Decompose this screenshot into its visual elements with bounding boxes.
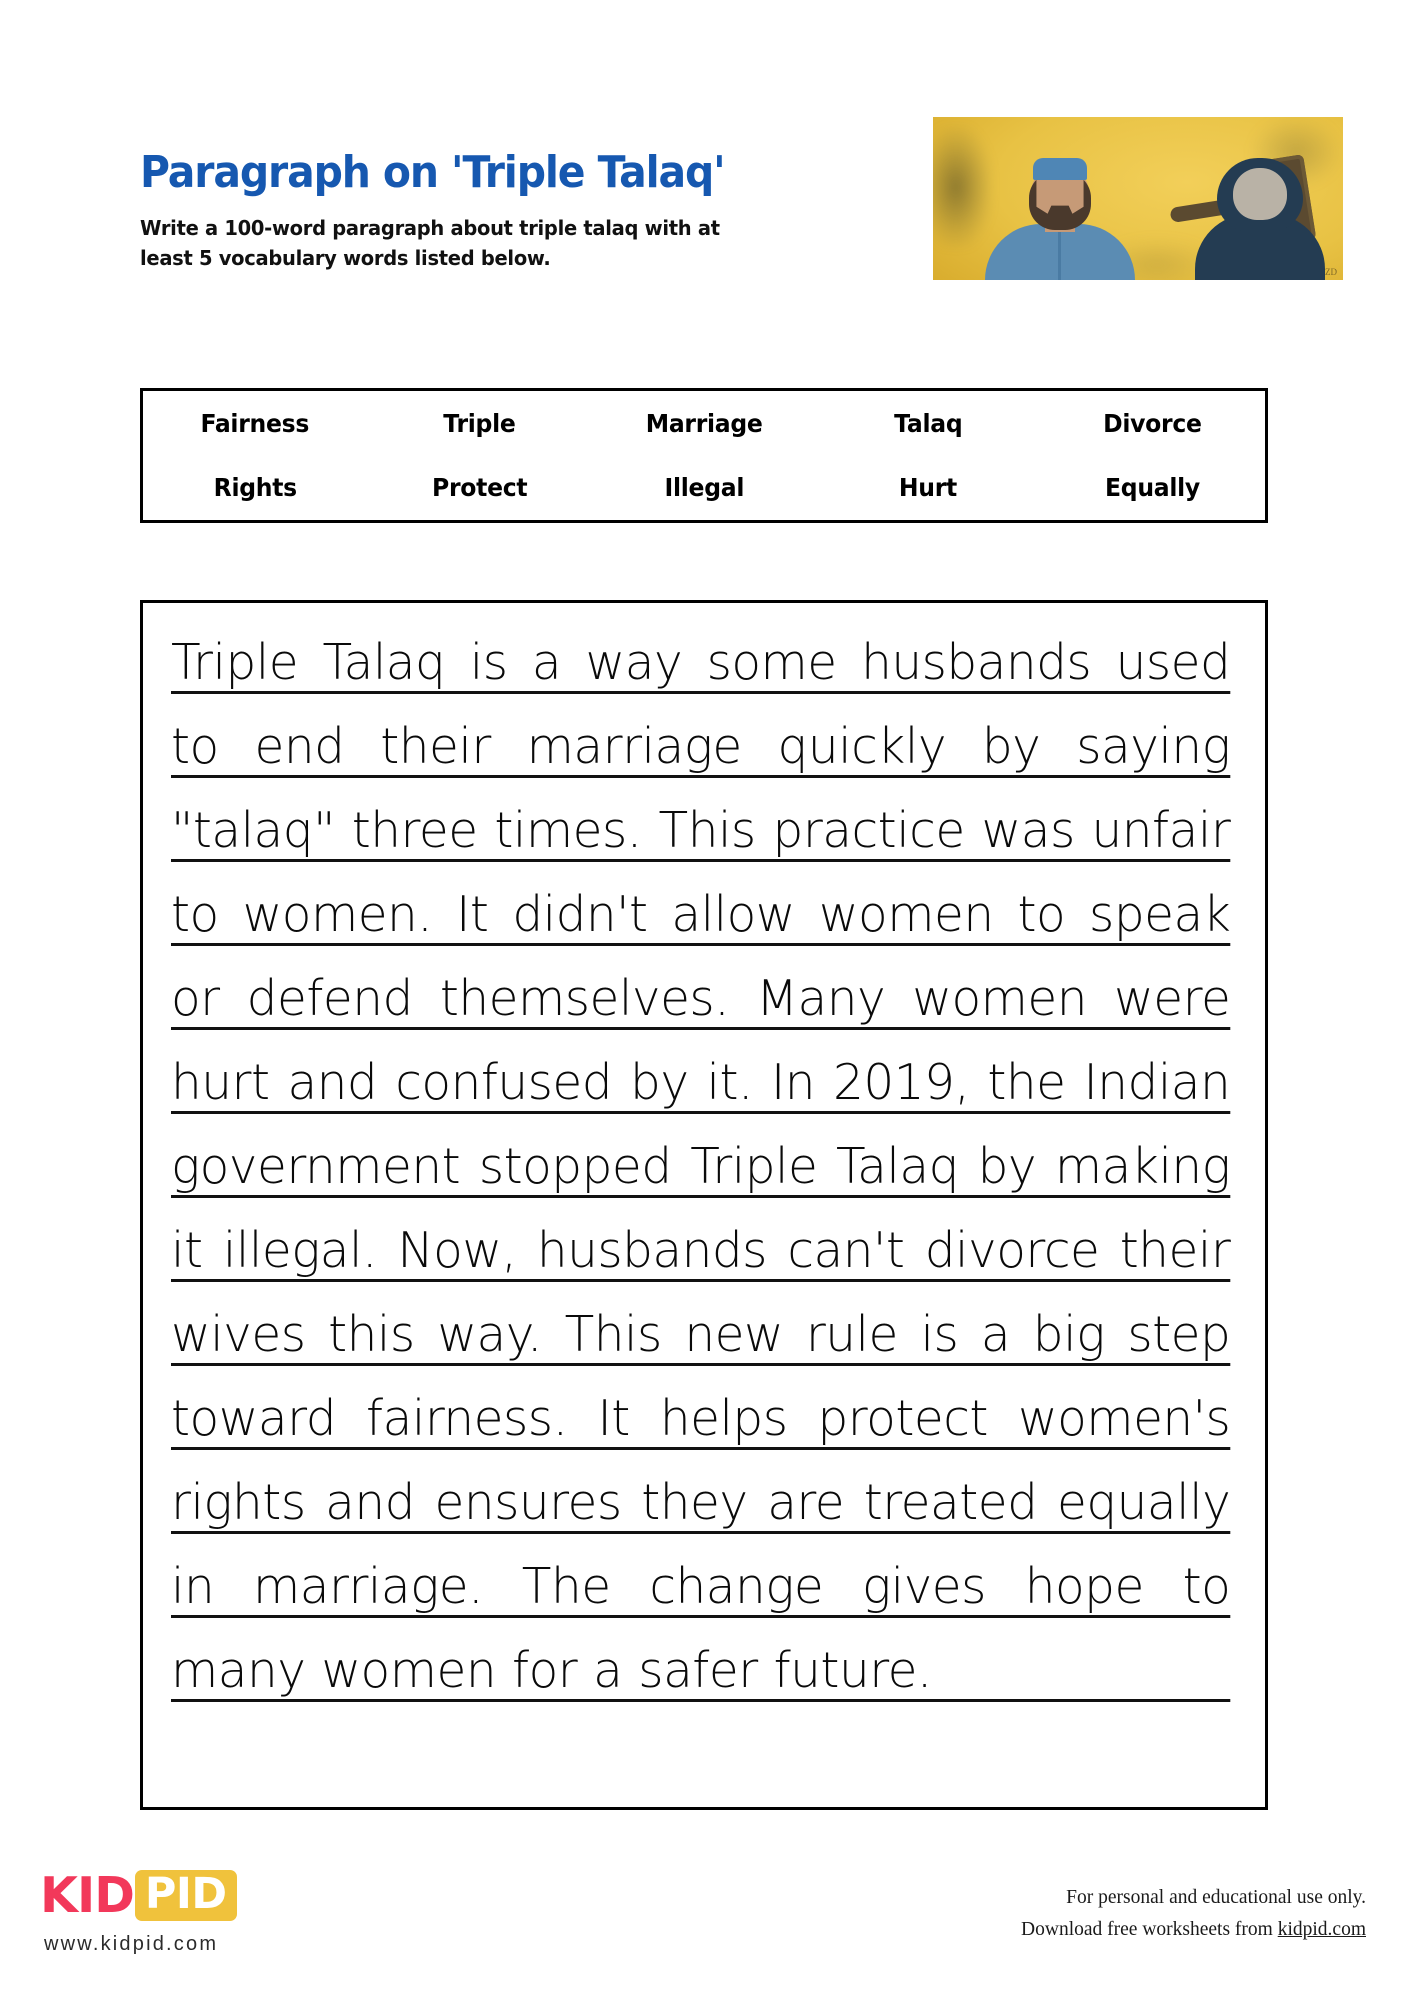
- vocab-word-equally: Equally: [1105, 473, 1201, 503]
- vocab-word-hurt: Hurt: [899, 473, 958, 503]
- vocab-word-protect: Protect: [431, 473, 528, 503]
- footer-note-line-1: For personal and educational use only.: [1066, 1887, 1366, 1908]
- hero-illustration: [933, 117, 1343, 280]
- worksheet-header: [0, 0, 1414, 290]
- logo-text-kid: KID: [40, 1867, 134, 1924]
- page-footer: [0, 1860, 1414, 2000]
- man-figure-icon: [985, 150, 1135, 280]
- logo-website-url: www.kidpid.com: [44, 1933, 219, 1955]
- vocab-word-rights: Rights: [213, 473, 297, 503]
- page-title: Paragraph on 'Triple Talaq': [140, 147, 725, 198]
- woman-figure-icon: [1195, 158, 1325, 280]
- image-signature: ZD: [1325, 267, 1337, 277]
- woman-face: [1233, 168, 1287, 220]
- vocab-word-divorce: Divorce: [1103, 408, 1203, 438]
- answer-paragraph-text: Triple Talaq is a way some husbands used to end their marriage quickly by saying "talaq" three times. This practice was unfair to women. It didn't allow women to speak or defend themselves. Many women were hurt and confused by it. In 2019, the Indian government stopped Triple Talaq by making it illegal. Now, husbands can't divorce their wives this way. This new rule is a big step toward fairness. It helps protect women's rights and ensures they are treated equally in marriage. The change gives hope to many women for a safer future.: [171, 621, 1230, 1713]
- footer-usage-note: [1021, 1882, 1366, 1946]
- vocab-word-illegal: Illegal: [664, 473, 744, 503]
- logo-wordmark: [40, 1867, 237, 1924]
- footer-kidpid-link[interactable]: kidpid.com: [1277, 1919, 1366, 1941]
- vocab-word-fairness: Fairness: [200, 408, 310, 438]
- footer-note-line-2: [1021, 1914, 1366, 1946]
- title-block: [140, 147, 900, 274]
- man-cap: [1033, 158, 1087, 180]
- background-smudge-left: [933, 127, 991, 247]
- answer-writing-area[interactable]: [140, 600, 1268, 1810]
- man-body: [985, 224, 1135, 280]
- vocab-word-triple: Triple: [443, 408, 516, 438]
- instructions-text: Write a 100-word paragraph about triple talaq with at least 5 vocabulary words listed below.: [140, 216, 720, 270]
- vocabulary-word-bank: [140, 388, 1268, 523]
- vocab-word-talaq: Talaq: [894, 408, 963, 438]
- vocab-word-marriage: Marriage: [645, 408, 763, 438]
- kidpid-logo[interactable]: [40, 1867, 237, 1956]
- logo-text-pid: PID: [135, 1870, 237, 1921]
- vocabulary-grid: [143, 391, 1265, 520]
- footer-note-prefix: Download free worksheets from: [1021, 1919, 1278, 1941]
